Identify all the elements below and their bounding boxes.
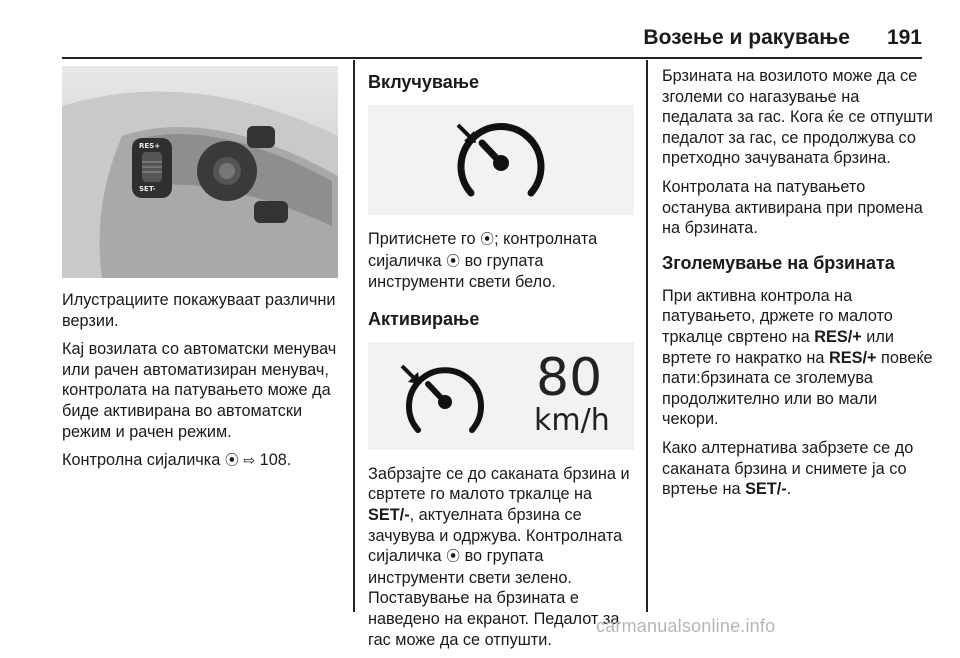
paragraph-indicator-ref xyxy=(62,450,342,472)
paragraph: Притиснете го ⦿; контролната сијаличка ⦿ во групата инструменти свети бело. xyxy=(368,230,598,292)
section-heading: Зголемување на брзината xyxy=(662,252,895,273)
paragraph: При активна контрола на патувањето, држете го малото тркалце свртено на RES/+ или вртете го накратко на RES/+ повеќе пати:брзината се зголемува продолжително или во мали чекори. xyxy=(662,286,933,429)
column-1 xyxy=(62,60,342,480)
steering-wheel-illustration xyxy=(62,66,338,278)
header-title: Возење и ракување xyxy=(643,26,850,49)
speed-unit: km/h xyxy=(534,402,610,438)
reference-arrow-icon: ⇨ xyxy=(243,453,256,470)
section-heading: Активирање xyxy=(368,308,480,329)
cruise-control-icon: ⦿ xyxy=(446,253,461,270)
indicator-text: Контролна сијаличка xyxy=(62,451,221,470)
page-number: 191 xyxy=(886,26,922,49)
figure-caption: Илустрациите покажуваат различни верзии. xyxy=(62,291,336,330)
section-heading: Вклучување xyxy=(368,72,480,92)
cruise-indicator-figure xyxy=(368,105,634,215)
cruise-control-icon xyxy=(368,105,634,215)
speed-set-figure xyxy=(368,342,634,450)
set-label: SET- xyxy=(139,185,156,193)
header-rule xyxy=(62,57,922,59)
column-2 xyxy=(368,60,634,658)
paragraph: Забрзајте се до саканата брзина и свртете го малото тркалце на SET/-, актуелната брзина се зачувува и одржува. Контролната сијаличка ⦿ во групата инструменти свети зелено. Поставување на брзината е наведено на екранот. Педалот за гас може да се отпушти. xyxy=(368,464,630,649)
cruise-control-icon: ⦿ xyxy=(480,232,495,248)
page-header xyxy=(0,24,960,58)
paragraph: Кај возилата со автоматски менувач или рачен автоматизиран менувач, контролата на патувањето може да биде активирана во автоматски режим и рачен режим. xyxy=(62,340,337,441)
paragraph: Контролата на патувањето останува активирана при промена на брзината. xyxy=(662,177,923,238)
res-label: RES+ xyxy=(139,142,161,150)
paragraph: Како алтернатива забрзете се до саканата брзина и снимете ја со вртење на SET/-. xyxy=(662,438,914,499)
speed-value: 80 xyxy=(536,347,603,408)
page-reference: 108. xyxy=(259,451,292,470)
cruise-control-icon: ⦿ xyxy=(224,453,239,470)
watermark: carmanualsonline.info xyxy=(596,616,776,636)
paragraph: Брзината на возилото може да се зголеми со нагазување на педалата за гас. Кога ќе се отпушти педалот за гас, се продолжува со претходно зачуваната брзина. xyxy=(662,67,933,168)
column-divider xyxy=(353,60,355,612)
column-3 xyxy=(662,60,934,508)
column-divider xyxy=(646,60,648,612)
cruise-control-icon: ⦿ xyxy=(446,549,461,566)
steering-wheel-icon xyxy=(62,66,338,278)
